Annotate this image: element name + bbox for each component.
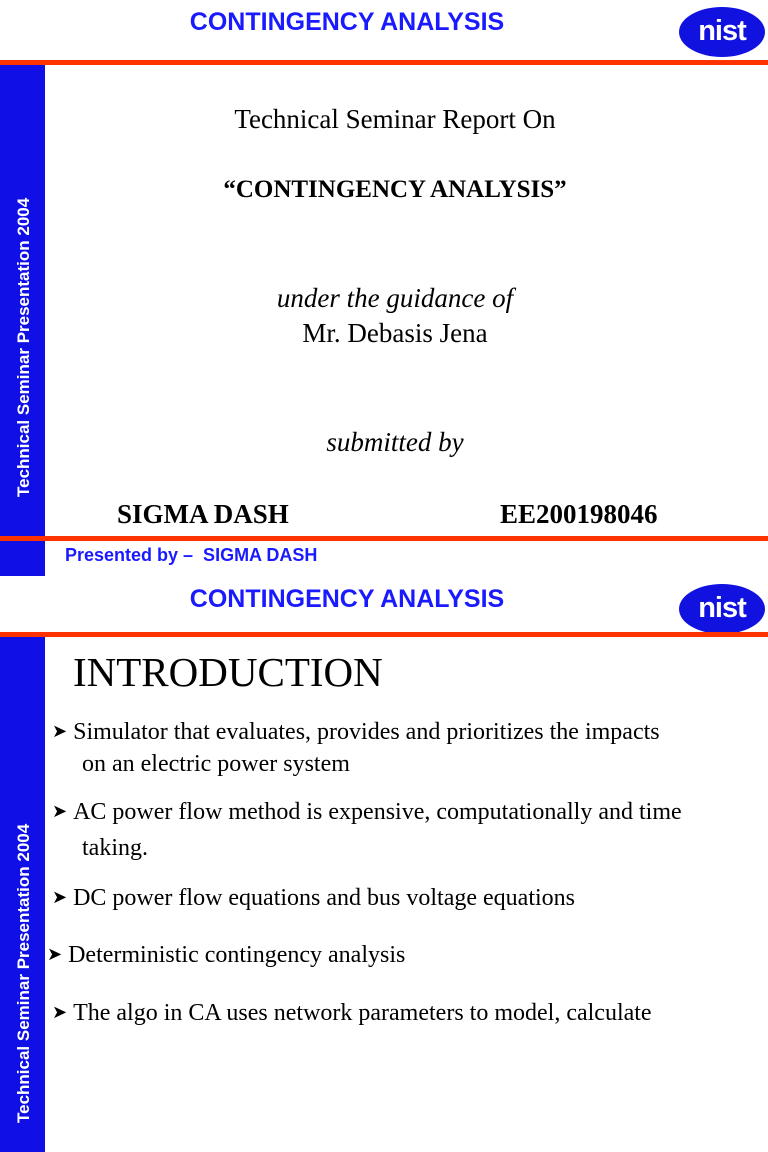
slide-header-title: CONTINGENCY ANALYSIS (189, 8, 505, 36)
presenter-footer: Presented by – SIGMA DASH (65, 545, 318, 565)
arrow-bullet-icon: ➤ (52, 1002, 68, 1023)
header-divider (0, 632, 768, 637)
footer-divider (0, 536, 768, 541)
bullet-text-continued: on an electric power system (82, 751, 350, 777)
bullet-text: Simulator that evaluates, provides and prioritizes the impacts (73, 719, 660, 745)
section-heading: INTRODUCTION (73, 649, 383, 695)
submitted-label: submitted by (326, 427, 464, 457)
bullet-item (52, 717, 660, 779)
arrow-bullet-icon: ➤ (47, 944, 63, 965)
guide-name: Mr. Debasis Jena (302, 318, 488, 348)
header-divider (0, 60, 768, 65)
report-line: Technical Seminar Report On (234, 104, 556, 134)
bullet-text: AC power flow method is expensive, computationally and time (73, 799, 682, 825)
nist-logo: nist (679, 584, 765, 634)
bullet-item (52, 883, 575, 915)
student-name: SIGMA DASH (117, 499, 289, 529)
bullet-item (52, 998, 652, 1030)
roll-number: EE200198046 (500, 499, 658, 529)
bullet-text-continued: taking. (82, 835, 148, 861)
arrow-bullet-icon: ➤ (52, 721, 68, 742)
side-bar-text: Technical Seminar Presentation 2004 (14, 823, 33, 1123)
side-bar-text: Technical Seminar Presentation 2004 (14, 197, 33, 497)
slide-introduction (0, 576, 768, 1152)
bullet-text: The algo in CA uses network parameters to model, calculate (73, 1000, 652, 1026)
arrow-bullet-icon: ➤ (52, 887, 68, 908)
bullet-item (47, 940, 405, 972)
bullet-item (52, 797, 682, 863)
arrow-bullet-icon: ➤ (52, 801, 68, 822)
bullet-text: Deterministic contingency analysis (68, 942, 406, 968)
bullet-text: DC power flow equations and bus voltage equations (73, 885, 575, 911)
nist-logo: nist (679, 7, 765, 57)
slide-header-title: CONTINGENCY ANALYSIS (189, 585, 505, 613)
report-title: “CONTINGENCY ANALYSIS” (223, 176, 567, 203)
guidance-label: under the guidance of (276, 283, 514, 313)
